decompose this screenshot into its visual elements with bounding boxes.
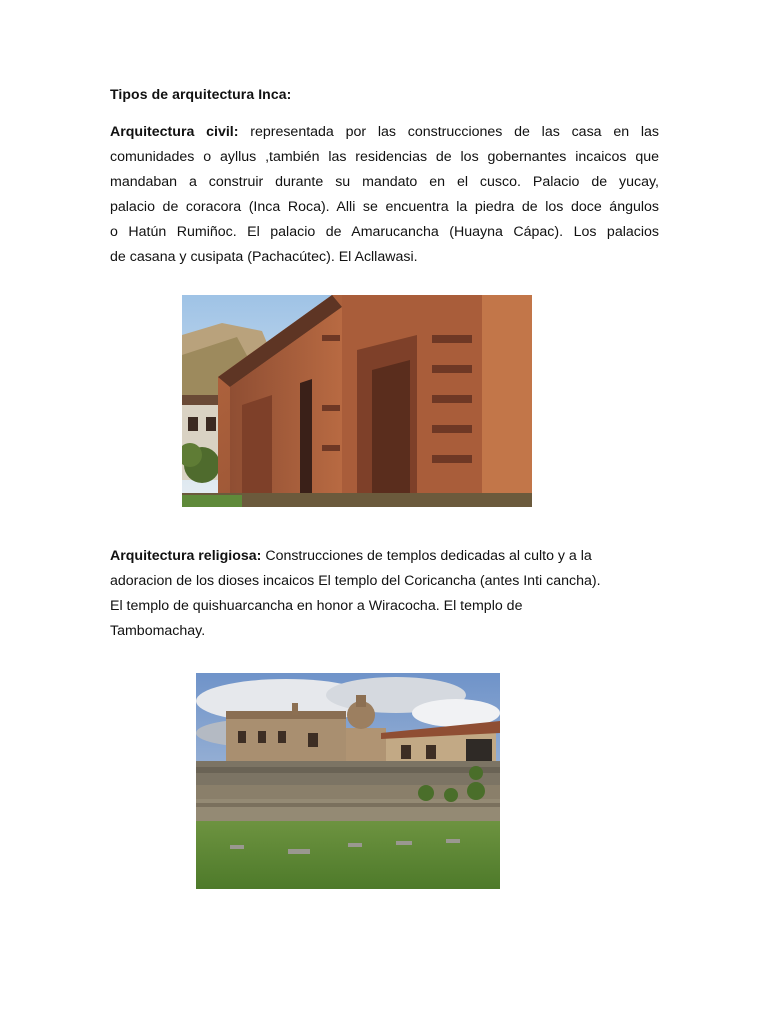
coricancha-temple-photo: [196, 673, 500, 889]
religiosa-heading: Arquitectura religiosa:: [110, 548, 262, 564]
civil-heading: Arquitectura civil:: [110, 124, 239, 140]
religiosa-line-4: Tambomachay.: [110, 623, 206, 639]
page-title: Tipos de arquitectura Inca:: [110, 86, 292, 102]
religiosa-line-2: adoracion de los dioses incaicos El templo del Coricancha (antes Inti cancha).: [110, 573, 601, 589]
religiosa-line-1: Construcciones de templos dedicadas al culto y a la: [261, 548, 592, 564]
inca-stone-palace-illustration: [182, 295, 532, 507]
coricancha-temple-illustration: [196, 673, 500, 889]
civil-line-3: mandaban a construir durante su mandato en el cusco. Palacio de yucay,: [110, 174, 659, 190]
civil-line-4: palacio de coracora (Inca Roca). Alli se encuentra la piedra de los doce ángulos: [110, 199, 659, 215]
religious-architecture-paragraph: [110, 544, 659, 644]
civil-line-2: comunidades o ayllus ,también las residencias de los gobernantes incaicos que: [110, 149, 659, 165]
inca-stone-palace-photo: [182, 295, 532, 507]
religiosa-line-3: El templo de quishuarcancha en honor a Wiracocha. El templo de: [110, 598, 523, 614]
civil-line-1: representada por las construcciones de las casa en las: [238, 124, 659, 140]
civil-architecture-paragraph: [110, 120, 659, 270]
civil-line-6: de casana y cusipata (Pachacútec). El Acllawasi.: [110, 249, 418, 265]
civil-line-5: o Hatún Rumiñoc. El palacio de Amarucancha (Huayna Cápac). Los palacios: [110, 224, 659, 240]
